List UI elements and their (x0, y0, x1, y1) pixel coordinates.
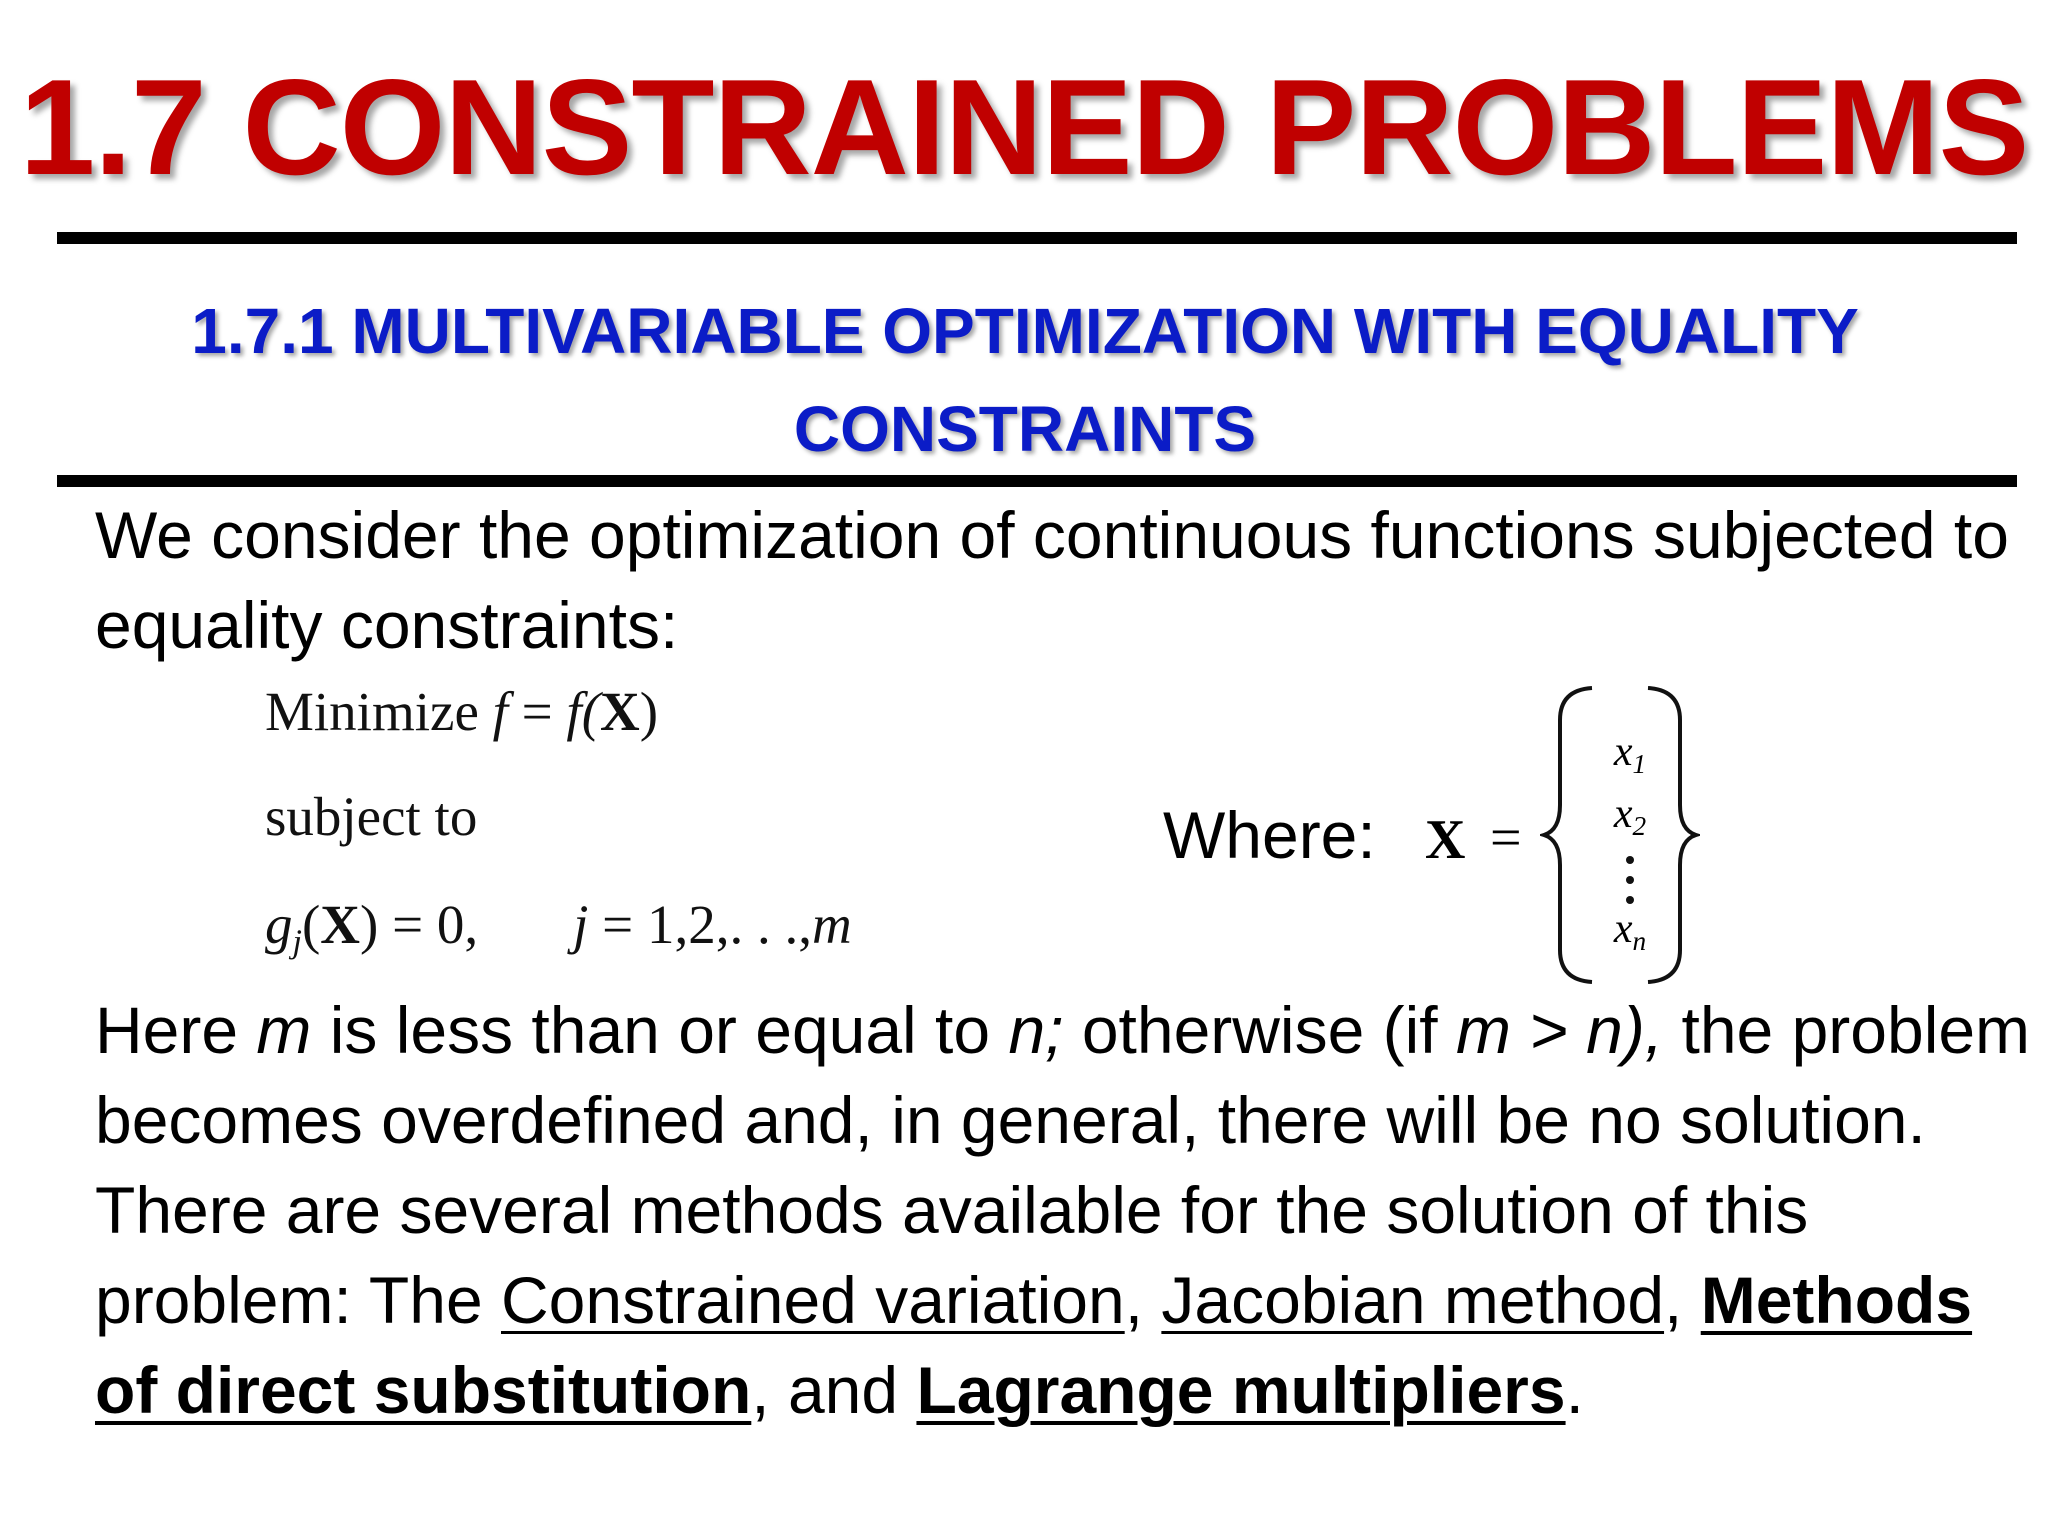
divider-top (57, 232, 2017, 244)
method-lagrange-multipliers: Lagrange multipliers (916, 1353, 1566, 1427)
f-lhs: f (492, 681, 508, 742)
section-heading-line2: CONSTRAINTS (793, 393, 1257, 465)
page-title: 1.7 CONSTRAINED PROBLEMS (19, 51, 2029, 203)
constraint-rhs: = 0, (378, 894, 479, 955)
f-rhs: f( (566, 681, 601, 742)
j-range: = 1,2,. . ., (588, 894, 812, 955)
m-index: m (811, 894, 852, 955)
where-label: Where: (1163, 798, 1376, 872)
minimize-word: Minimize (265, 681, 479, 742)
divider-bottom (57, 475, 2017, 487)
g-subscript: j (292, 923, 302, 961)
j-index: j (573, 894, 589, 955)
method-jacobian: Jacobian method (1161, 1263, 1665, 1337)
g-symbol: g (265, 894, 293, 955)
close-paren: ) (639, 681, 659, 742)
vector-entry-x1: x1 (1613, 729, 1647, 780)
section-heading (100, 282, 1950, 478)
intro-paragraph: We consider the optimization of continuous functions subjected to equality constraints: (95, 498, 2009, 662)
method-direct-substitution: Methods of direct substitution (95, 1263, 1973, 1427)
subject-to-line: subject to (265, 786, 478, 847)
n-variable: n; (1008, 993, 1064, 1067)
objective-line (265, 680, 658, 743)
condition-text: m > n), (1455, 993, 1664, 1067)
section-heading-line1: 1.7.1 MULTIVARIABLE OPTIMIZATION WITH EQUALITY (191, 295, 1859, 367)
m-variable: m (256, 993, 312, 1067)
vector-entry-xn: xn (1613, 906, 1647, 957)
where-x-symbol: X (1425, 809, 1466, 871)
constraint-x-symbol: X (320, 894, 361, 955)
vector-entry-x2: x2 (1613, 791, 1647, 842)
equals-sign: = (521, 681, 553, 742)
where-equals: = (1490, 807, 1522, 869)
body-paragraph: Here m is less than or equal to n; otherwise (if m > n), the problem becomes overdefined and, in general, there will be no solution. There are several methods available for the solution of this problem: The Constrained variation, Jacobian method, Methods of direct substitution, and Lagrange multipliers. (95, 993, 2031, 1427)
method-constrained-variation: Constrained variation (501, 1263, 1125, 1337)
x-vector-symbol: X (600, 681, 640, 742)
vertical-dots-icon (1618, 852, 1642, 908)
constraint-line: $g_j(X) = 0$, j = 1,2,. . .,m (265, 894, 852, 961)
